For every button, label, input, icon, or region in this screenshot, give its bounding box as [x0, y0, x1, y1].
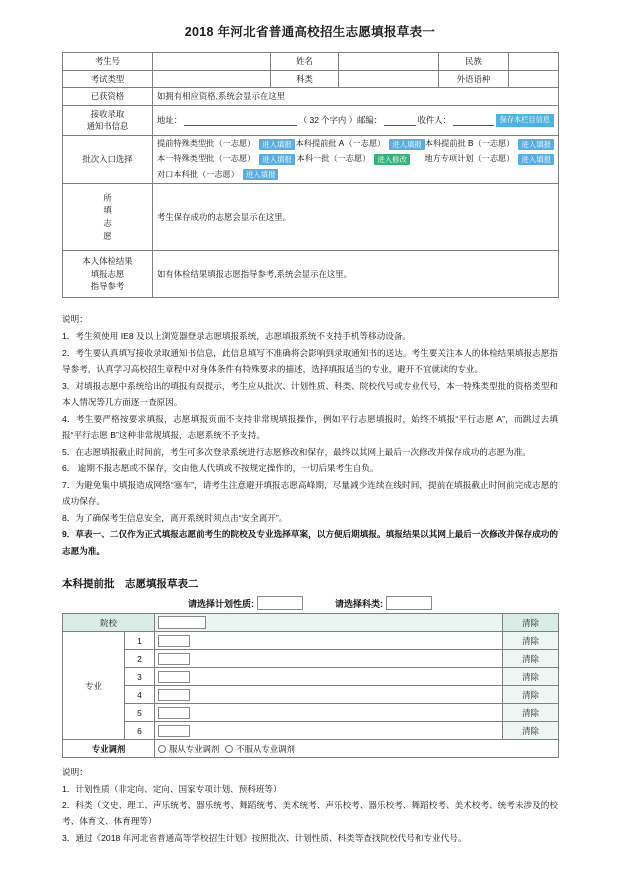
clear-major-button[interactable]: 清除 — [503, 704, 559, 722]
radio-label: 不服从专业调剂 — [236, 743, 295, 754]
note-item: 1．考生须使用 IE8 及以上浏览器登录志愿填报系统，志愿填报系统不支持手机等移动设备。 — [62, 331, 412, 342]
field-exam-type[interactable] — [153, 70, 271, 88]
table-row — [63, 88, 559, 106]
field-major[interactable] — [155, 686, 503, 704]
subject-category-label: 请选择科类: — [335, 598, 383, 609]
label-batch-entry: 批次入口选择 — [63, 136, 153, 184]
batch-line — [157, 169, 554, 181]
notes-heading: 说明： — [62, 313, 88, 324]
table-row — [63, 632, 559, 650]
value-filled-volunteer: 考生保存成功的志愿会显示在这里。 — [153, 183, 559, 250]
label-notice-info-line1: 接收录取 — [90, 108, 125, 119]
radio-dot-icon[interactable] — [225, 745, 233, 753]
batch-name: 提前特殊类型批（一志愿） — [157, 139, 256, 149]
form-table-two — [62, 613, 559, 758]
note-item: 5．在志愿填报截止时间前，考生可多次登录系统进行志愿修改和保存，最终以其网上最后一次修改并保存成功的志愿为准。 — [62, 446, 531, 457]
label-exam-no: 考生号 — [63, 53, 153, 71]
batch-item-special-early[interactable] — [157, 138, 296, 150]
note-item: 1．计划性质（非定向、定向、国家专项计划、预科班等） — [62, 783, 282, 794]
table-row — [63, 650, 559, 668]
note-item: 2．科类（文史、理工、声乐统考、器乐统考、舞蹈统考、美术统考、声乐校考、器乐校考、舞蹈校考、美术校考、统考未涉及的校考、体育文、体育理等） — [62, 800, 558, 827]
form-table-one-wrapper — [62, 52, 558, 298]
address-limit-note: （ 32 个字内 ） — [298, 115, 357, 126]
table-row — [63, 668, 559, 686]
field-ethnicity[interactable] — [509, 53, 559, 71]
value-physical-guide: 如有体检结果填报志愿指导参考,系统会显示在这里。 — [153, 250, 559, 297]
field-exam-no[interactable] — [153, 53, 271, 71]
school-code-input[interactable] — [158, 616, 206, 629]
batch-name: 本科一批（一志愿） — [296, 154, 371, 164]
major-row-number: 4 — [125, 686, 155, 704]
clear-major-button[interactable]: 清除 — [503, 686, 559, 704]
batch-item-duikou-undergrad[interactable] — [157, 169, 332, 181]
major-row-number: 3 — [125, 668, 155, 686]
label-notice-info-line2: 通知书信息 — [86, 121, 129, 132]
label-subject-category: 科类 — [271, 70, 339, 88]
major-code-input[interactable] — [158, 653, 190, 665]
section-two-title: 本科提前批 志愿填报草表二 — [62, 578, 199, 591]
table-row-adjust — [63, 740, 559, 758]
table-row-filled-volunteer — [63, 183, 559, 250]
batch-item-undergrad-early-a[interactable] — [296, 138, 425, 150]
batch-enter-button[interactable]: 进入填报 — [518, 154, 554, 165]
table-row — [63, 722, 559, 740]
label-ethnicity: 民族 — [439, 53, 509, 71]
batch-name: 对口本科批（一志愿） — [157, 169, 239, 179]
table-row — [63, 704, 559, 722]
major-code-input[interactable] — [158, 689, 190, 701]
field-major[interactable] — [155, 668, 503, 686]
table-row — [63, 70, 559, 88]
note-item: 4．考生要严格按要求填报，志愿填报页面不支持非常规填报操作，例如平行志愿填报时，始终不填报“平行志愿 A”，而跳过去填报“平行志愿 B”这种非常规填报，志愿系统不予支持。 — [62, 413, 558, 441]
save-section-button[interactable]: 保存本栏目信息 — [496, 114, 554, 127]
field-major[interactable] — [155, 722, 503, 740]
table-row-notice — [63, 105, 559, 135]
note-item: 7．为避免集中填报造成网络“塞车”，请考生注意避开填报志愿高峰期，尽量减少连续在线时间，提前在填报截止时间前完成志愿的成功保存。 — [62, 479, 558, 507]
radio-dot-icon[interactable] — [158, 745, 166, 753]
label-line: 本人体检结果 — [82, 256, 133, 267]
notice-address-cell — [153, 105, 559, 135]
major-adjust-options — [155, 740, 559, 758]
note-item: 6． 逾期不报志愿或不保存，交由他人代填或不按规定操作的，一切后果考生自负。 — [62, 463, 379, 474]
batch-enter-button[interactable]: 进入填报 — [518, 139, 554, 150]
plan-nature-input[interactable] — [257, 596, 303, 610]
field-school[interactable] — [155, 614, 503, 632]
major-row-number: 2 — [125, 650, 155, 668]
major-code-input[interactable] — [158, 635, 190, 647]
note-item: 3．对填报志愿中系统给出的填报有误提示，考生应从批次、计划性质、科类、院校代号或专业代号，本一特殊类型批的资格类型和本人情况等几方面逐一查原因。 — [62, 380, 558, 408]
table-row-school — [63, 614, 559, 632]
value-qualification: 如拥有相应资格,系统会显示在这里 — [153, 88, 559, 106]
page-title: 2018 年河北省普通高校招生志愿填报草表一 — [184, 25, 436, 39]
field-major[interactable] — [155, 650, 503, 668]
label-char: 志 — [103, 217, 112, 228]
label-foreign-language: 外语语种 — [439, 70, 509, 88]
batch-entry-cell — [153, 136, 559, 184]
batch-name: 本一特殊类型批（一志愿） — [157, 154, 256, 164]
batch-item-undergrad-early-b[interactable] — [425, 138, 554, 150]
batch-enter-button[interactable]: 进入填报 — [243, 169, 279, 180]
recipient-label: 收件人： — [417, 115, 452, 126]
table-row-physical-guide — [63, 250, 559, 297]
batch-item-undergrad-batch1[interactable] — [297, 153, 425, 165]
notes-section-one — [62, 311, 558, 560]
batch-enter-button[interactable]: 进入填报 — [259, 139, 295, 150]
batch-name: 本科提前批 B（一志愿） — [424, 139, 515, 149]
table-row — [63, 53, 559, 71]
radio-group — [158, 743, 555, 755]
clear-major-button[interactable]: 清除 — [503, 722, 559, 740]
label-name: 姓名 — [271, 53, 339, 71]
label-notice-info — [63, 105, 153, 135]
batch-line — [157, 153, 554, 165]
table-row — [63, 686, 559, 704]
batch-item-ben1-special[interactable] — [157, 153, 297, 165]
label-school: 院校 — [63, 614, 155, 632]
batch-modify-button[interactable]: 进入修改 — [374, 154, 410, 165]
address-label: 地址： — [157, 115, 183, 126]
label-major: 专业 — [63, 632, 125, 740]
subject-category-input[interactable] — [386, 596, 432, 610]
radio-accept-adjust[interactable] — [158, 743, 219, 755]
clear-major-button[interactable]: 清除 — [503, 650, 559, 668]
field-name[interactable] — [339, 53, 439, 71]
address-line — [157, 113, 554, 128]
label-major-adjust: 专业调剂 — [63, 740, 155, 758]
major-row-number: 1 — [125, 632, 155, 650]
batch-enter-button[interactable]: 进入填报 — [389, 139, 425, 150]
clear-major-button[interactable]: 清除 — [503, 668, 559, 686]
label-char: 填 — [103, 205, 112, 216]
label-exam-type: 考试类型 — [63, 70, 153, 88]
address-input[interactable] — [184, 115, 297, 126]
label-line: 指导参考 — [90, 281, 125, 292]
major-row-number: 6 — [125, 722, 155, 740]
note-item: 3．通过《2018 年河北省普通高等学校招生计划》按照批次、计划性质、科类等查找院校代号和专业代号。 — [62, 832, 467, 843]
label-qualification: 已获资格 — [63, 88, 153, 106]
radio-reject-adjust[interactable] — [225, 743, 295, 755]
label-char: 愿 — [103, 230, 112, 241]
table-row-batch — [63, 136, 559, 184]
note-item-bold: 9．草表一、二仅作为正式填报志愿前考生的院校及专业选择草案，以方便后期填报。填报结果以其网上最后一次修改并保存成功的志愿为准。 — [62, 529, 558, 556]
field-major[interactable] — [155, 632, 503, 650]
field-major[interactable] — [155, 704, 503, 722]
batch-line — [157, 138, 554, 150]
note-item: 2．考生要认真填写接收录取通知书信息，此信息填写不准确将会影响到录取通知书的送达。考生要关注本人的体检结果填报志愿指导参考，认真学习高校招生章程中对身体条件有特殊要求的描述，选择填报适当的专业，避开不宜就读的专业。 — [62, 347, 558, 375]
field-subject-category[interactable] — [339, 70, 439, 88]
notes-section-two — [62, 764, 558, 846]
major-code-input[interactable] — [158, 707, 190, 719]
field-foreign-language[interactable] — [509, 70, 559, 88]
label-physical-guide — [63, 250, 153, 297]
recipient-input[interactable] — [453, 115, 494, 126]
note-item: 8．为了确保考生信息安全，离开系统时须点击“安全离开”。 — [62, 512, 288, 523]
section-two-selectors — [62, 596, 558, 610]
radio-label: 服从专业调剂 — [169, 743, 220, 754]
label-filled-volunteer — [63, 183, 153, 250]
postcode-label: 邮编： — [357, 115, 383, 126]
major-code-input[interactable] — [158, 725, 190, 737]
clear-major-button[interactable]: 清除 — [503, 632, 559, 650]
label-char: 所 — [103, 192, 112, 203]
notes-heading: 说明： — [62, 767, 88, 778]
batch-enter-button[interactable]: 进入填报 — [259, 154, 295, 165]
batch-name: 本科提前批 A（一志愿） — [295, 139, 386, 149]
postcode-input[interactable] — [384, 115, 415, 126]
plan-nature-label: 请选择计划性质: — [188, 598, 254, 609]
batch-name: 地方专项计划（一志愿） — [424, 154, 515, 164]
label-line: 填报志愿 — [90, 268, 125, 279]
major-row-number: 5 — [125, 704, 155, 722]
clear-school-button[interactable]: 清除 — [503, 614, 559, 632]
form-table-one — [62, 52, 559, 298]
batch-item-local-special-plan[interactable] — [424, 153, 554, 165]
major-code-input[interactable] — [158, 671, 190, 683]
batch-entry-grid — [157, 138, 554, 181]
